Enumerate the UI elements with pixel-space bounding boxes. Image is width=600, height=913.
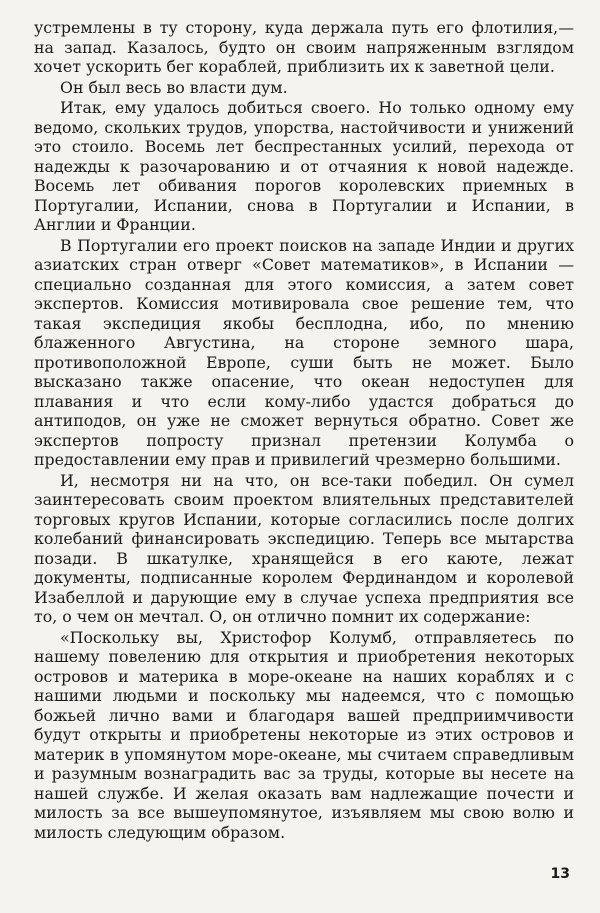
paragraph: Он был весь во власти дум. bbox=[60, 77, 288, 97]
paragraph: В Португалии его проект поисков на западе Индии и других азиатских стран отверг «Совет математиков», в Испании — специально созданная для этого комиссия, а затем совет экспертов. Комиссия мотивировала свое решение тем, что такая экспедиция якобы бесплодна, ибо, по мнению блаженного Августина, на стороне земного шара, противоположной Европе, суши быть не может. Было высказано также опасение, что океан недоступен для плавания и что если кому-либо удастся добраться до антиподов, он уже не сможет вернуться обратно. Совет же экспертов попросту признал претензии Колумба о предоставлении ему прав и привилегий чрезмерно большими. bbox=[34, 235, 574, 469]
paragraph: «Поскольку вы, Христофор Колумб, отправляетесь по нашему повелению для открытия и приобретения некоторых островов и материка в море-океане на наших кораблях и с нашими людьми и поскольку мы надеемся, что с помощью божьей лично вами и благодаря вашей предприимчивости будут открыты и приобретены некоторые из этих островов и материк в упомянутом море-океане, мы считаем справедливым и разумным вознаградить вас за труды, которые вы несете на нашей службе. И желая оказать вам надлежащие почести и милость за все вышеупомянутое, изъявляем мы свою волю и милость следующим образом. bbox=[34, 627, 574, 842]
paragraph: Итак, ему удалось добиться своего. Но только одному ему ведомо, скольких трудов, упорства, настойчивости и унижений это стоило. Восемь лет беспрестанных усилий, перехода от надежды к разочарованию и от отчаяния к новой надежде. Восемь лет обивания порогов королевских приемных в Португалии, Испании, снова в Португалии и Испании, в Англии и Франции. bbox=[34, 98, 574, 234]
paragraph: устремлены в ту сторону, куда держала путь его флотилия,— на запад. Казалось, будто он своим напряженным взглядом хочет ускорить бег кораблей, приблизить их к заветной цели. bbox=[34, 18, 574, 76]
page-number: 13 bbox=[550, 866, 570, 882]
paragraph: И, несмотря ни на что, он все-таки победил. Он сумел заинтересовать своим проектом влиятельных представителей торговых кругов Испании, которые согласились после долгих колебаний финансировать экспедицию. Теперь все мытарства позади. В шкатулке, хранящейся в его каюте, лежат документы, подписанные королем Фердинандом и королевой Изабеллой и дарующие ему в случае успеха предприятия все то, о чем он мечтал. О, он отлично помнит их содержание: bbox=[34, 470, 574, 626]
page-body bbox=[34, 18, 574, 843]
